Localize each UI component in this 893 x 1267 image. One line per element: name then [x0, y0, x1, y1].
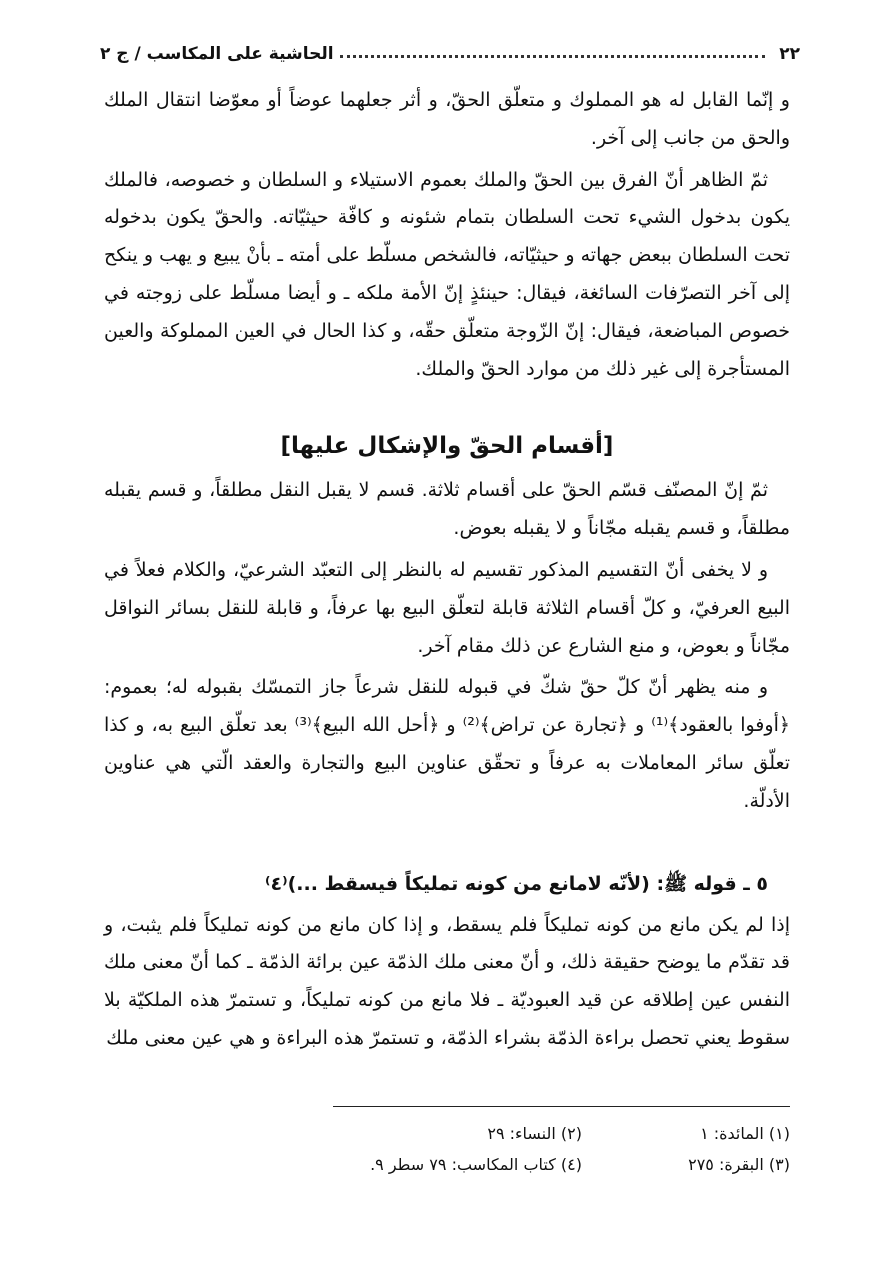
footnotes — [270, 1118, 790, 1180]
section-heading: [أقسام الحقّ والإشكال عليها] — [280, 433, 614, 460]
paragraph-5: و منه يظهر أنّ كلّ حقّ شكّ في قبوله للنقل شرعاً جاز التمسّك بقبوله له؛ بعموم: ﴿أوفوا بالعقود﴾⁽¹⁾ و ﴿تجارة عن تراض﴾⁽²⁾ و ﴿أحل الله البيع﴾⁽³⁾ بعد تعلّق البيع به، و كذا تعلّق سائر المعاملات به عرفاً و تحقّق عناوين البيع والتجارة والعقد الّتي هي عناوين الأدلّة. — [104, 676, 790, 812]
running-title: الحاشية على المكاسب / ج ٢ — [100, 44, 334, 64]
footnote-row — [270, 1118, 790, 1149]
footnote-row — [270, 1149, 790, 1180]
page-number: ٢٢ — [779, 44, 800, 64]
paragraph-1: و إنّما القابل له هو المملوك و متعلّق الحقّ، و أثر جعلهما عوضاً أو معوّضا انتقال الملك والحق من جانب إلى آخر. — [104, 89, 790, 149]
footnote-4: (٤) كتاب المكاسب: ٧٩ سطر ٩. — [370, 1155, 582, 1174]
footnote-2: (٢) النساء: ٢٩ — [487, 1124, 582, 1143]
main-text — [104, 82, 790, 1062]
paragraph-6: إذا لم يكن مانع من كونه تمليكاً فلم يسقط، و إذا كان مانع من كونه تمليكاً فلم يثبت، و قد تقدّم ما يوضح حقيقة ذلك، و أنّ معنى ملك الذمّة عين برائة الذمّة ـ كما أنّ معنى ملك النفس عين إطلاقه عن قيد العبوديّة ـ فلا مانع من كونه تمليكاً، و تستمرّ هذه الملكيّة بلا سقوط يعني تحصل براءة الذمّة بشراء الذمّة، و تستمرّ هذه البراءة و هي عين معنى ملك — [104, 913, 790, 1049]
commentary-subheading: ٥ ـ قوله ﷺ: (لأنّه لامانع من كونه تمليكاً فيسقط ...)⁽٤⁾ — [265, 872, 768, 895]
paragraph-3: ثمّ إنّ المصنّف قسّم الحقّ على أقسام ثلاثة. قسم لا يقبل النقل مطلقاً، و قسم يقبله مطلقاً، و قسم يقبله مجّاناً و لا يقبله بعوض. — [104, 479, 790, 540]
footnote-1: (١) المائدة: ١ — [700, 1124, 790, 1143]
paragraph-2: ثمّ الظاهر أنّ الفرق بين الحقّ والملك بعموم الاستيلاء و السلطان و خصوصه، فالملك يكون بدخول الشيء تحت السلطان بتمام شئونه و كافّة حيثيّاته. والحقّ يكون بدخوله تحت السلطان ببعض جهاته و حيثيّاته، فالشخص مسلّط على أمته ـ بأنْ يبيع و يهب و ينكح إلى آخر التصرّفات السائغة، فيقال: حينئذٍ إنّ الأمة ملكه ـ و أيضا مسلّط على زوجته في خصوص المباضعة، فيقال: إنّ الزّوجة متعلّق حقّه، و كذا الحال في العين المملوكة والعين المستأجرة إلى غير ذلك من موارد الحقّ والملك. — [104, 168, 790, 380]
header-dot-leader — [340, 54, 766, 58]
footnote-separator — [333, 1106, 790, 1107]
page-header — [100, 30, 800, 64]
footnote-3: (٣) البقرة: ٢٧٥ — [688, 1155, 790, 1174]
paragraph-4: و لا يخفى أنّ التقسيم المذكور تقسيم له بالنظر إلى التعبّد الشرعيّ، والكلام فعلاً في البيع العرفيّ، و كلّ أقسام الثلاثة قابلة لتعلّق البيع بها عرفاً، و قابلة للنقل بسائر النواقل مجّاناً و بعوض، و منع الشارع عن ذلك مقام آخر. — [104, 558, 790, 657]
